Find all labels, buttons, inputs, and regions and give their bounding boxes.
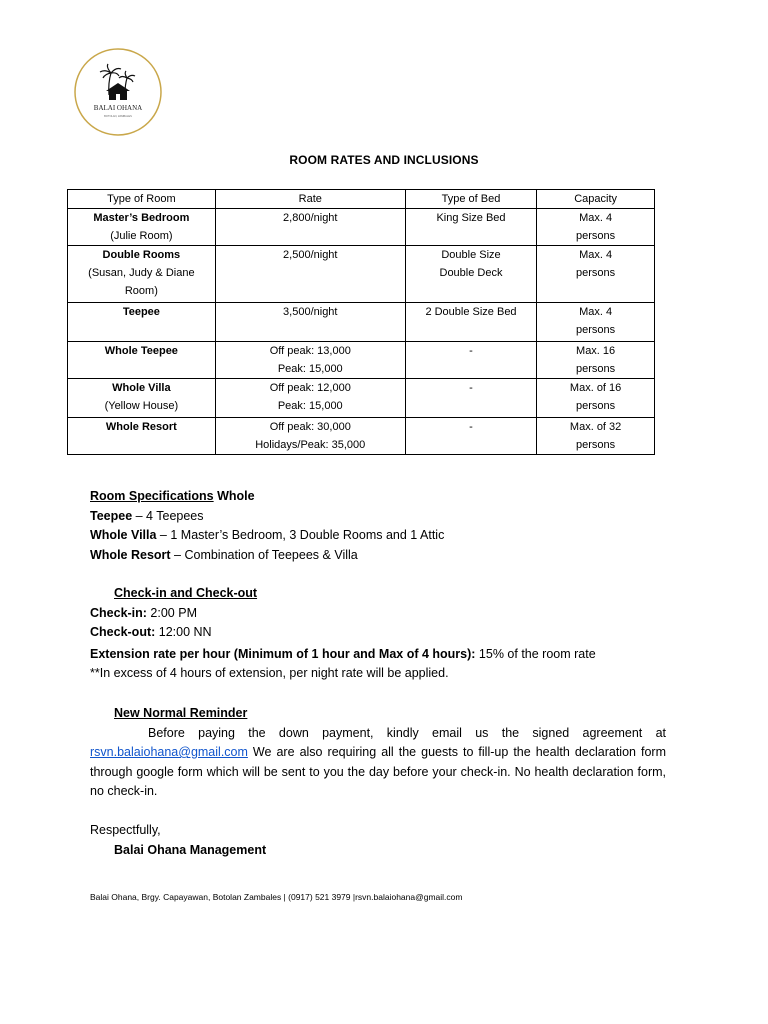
room-cell: Double Rooms (Susan, Judy & Diane Room) <box>68 246 216 303</box>
room-specifications: Room Specifications Whole Teepee – 4 Teepees Whole Villa – 1 Master’s Bedroom, 3 Double Rooms and 1 Attic Whole Resort – Combination of Teepees & Villa <box>90 489 445 562</box>
header-type-of-bed: Type of Bed <box>405 190 536 209</box>
header-capacity: Capacity <box>537 190 655 209</box>
capacity-cell: Max. 4 persons <box>537 303 655 342</box>
email-link[interactable]: rsvn.balaiohana@gmail.com <box>90 745 248 759</box>
reminder-section: New Normal Reminder Before paying the down payment, kindly email us the signed agreement at rsvn.balaiohana@gmail.com We are also requiring all the guests to fill-up the health declaration form through google form which will be sent to you the day before your check-in. No health declaration form, no check-in. <box>90 706 666 798</box>
rate-cell: 2,500/night <box>215 246 405 303</box>
room-cell: Whole Teepee <box>68 342 216 379</box>
table-row <box>68 342 655 379</box>
bed-cell: - <box>405 418 536 455</box>
capacity-cell: Max. 16 persons <box>537 342 655 379</box>
page-title: ROOM RATES AND INCLUSIONS <box>289 153 479 167</box>
specs-heading: Room Specifications <box>90 489 214 503</box>
bed-cell: 2 Double Size Bed <box>405 303 536 342</box>
capacity-cell: Max. 4 persons <box>537 209 655 246</box>
reminder-heading: New Normal Reminder <box>114 706 248 720</box>
table-row <box>68 246 655 303</box>
closing <box>90 821 666 860</box>
logo-tagline: BOTOLAN, ZAMBALES <box>104 115 132 118</box>
capacity-cell: Max. of 16 persons <box>537 379 655 418</box>
rate-cell: 3,500/night <box>215 303 405 342</box>
room-cell: Teepee <box>68 303 216 342</box>
salutation: Respectfully, <box>90 823 161 837</box>
footer: Balai Ohana, Brgy. Capayawan, Botolan Zambales | (0917) 521 3979 |rsvn.balaiohana@gmail.com <box>90 892 463 902</box>
check-in-section: Check-in and Check-out Check-in: 2:00 PM Check-out: 12:00 NN Extension rate per hour (Minimum of 1 hour and Max of 4 hours): 15% of the room rate **In excess of 4 hours of extension, per night rate will be applied. <box>90 584 666 684</box>
bed-cell: Double Size Double Deck <box>405 246 536 303</box>
house-icon <box>106 83 130 100</box>
table-row <box>68 303 655 342</box>
bed-cell: - <box>405 342 536 379</box>
extension-note: **In excess of 4 hours of extension, per night rate will be applied. <box>90 666 449 680</box>
room-cell: Master’s Bedroom (Julie Room) <box>68 209 216 246</box>
table-row <box>68 379 655 418</box>
signature: Balai Ohana Management <box>114 842 267 857</box>
rate-cell: Off peak: 30,000 Holidays/Peak: 35,000 <box>215 418 405 455</box>
rate-cell: Off peak: 13,000 Peak: 15,000 <box>215 342 405 379</box>
room-cell: Whole Resort <box>68 418 216 455</box>
header-rate: Rate <box>215 190 405 209</box>
capacity-cell: Max. 4 persons <box>537 246 655 303</box>
table-header-row <box>68 190 655 209</box>
room-cell: Whole Villa (Yellow House) <box>68 379 216 418</box>
rate-cell: Off peak: 12,000 Peak: 15,000 <box>215 379 405 418</box>
capacity-cell: Max. of 32 persons <box>537 418 655 455</box>
balai-ohana-logo <box>73 47 163 137</box>
bed-cell: - <box>405 379 536 418</box>
table-row <box>68 209 655 246</box>
room-rates-table <box>67 189 655 455</box>
table-row <box>68 418 655 455</box>
logo-text: BALAI OHANA <box>93 104 143 112</box>
rate-cell: 2,800/night <box>215 209 405 246</box>
checkin-heading: Check-in and Check-out <box>114 586 258 600</box>
bed-cell: King Size Bed <box>405 209 536 246</box>
header-type-of-room: Type of Room <box>68 190 216 209</box>
